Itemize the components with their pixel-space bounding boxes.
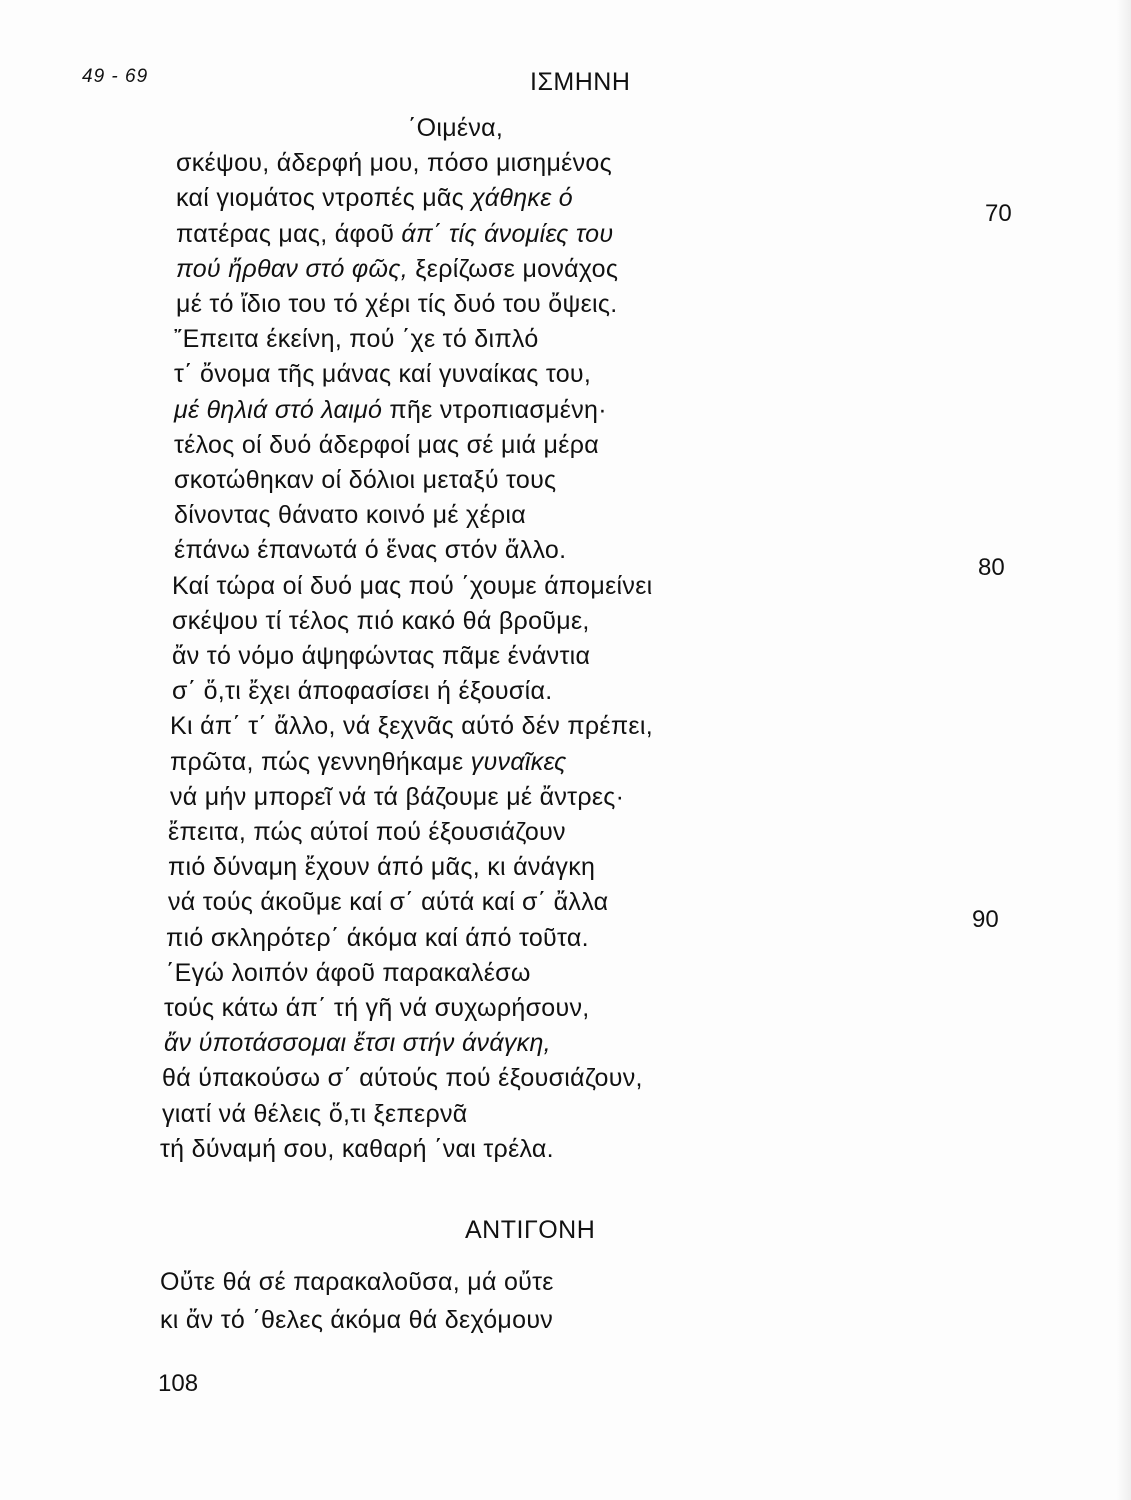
text: μέ τό ἴδιο του τό χέρι τίς δυό του ὄψεις. (176, 290, 618, 318)
verse-line (176, 288, 617, 320)
text: ΄Εγώ λοιπόν άφοῦ παρακαλέσω (166, 959, 531, 987)
verse-line (164, 992, 590, 1024)
page-number: 108 (158, 1370, 199, 1397)
text: πῆε ντροπιασμένη· (382, 396, 607, 424)
verse-line (172, 675, 553, 707)
text: σκέψου, άδερφή μου, πόσο μισημένος (176, 149, 612, 177)
verse-line (176, 218, 613, 250)
text: ἄν τό νόμο άψηφώντας πᾶμε ένάντια (172, 642, 591, 670)
verse-line (168, 816, 566, 848)
verse-line (176, 253, 618, 285)
text: Κι άπ΄ τ΄ ἄλλο, νά ξεχνᾶς αύτό δέν πρέπει, (170, 712, 653, 740)
text: τέλος οί δυό άδερφοί μας σέ μιά μέρα (174, 431, 599, 459)
verse-line (174, 464, 556, 496)
verse-line (176, 147, 612, 179)
text: νά μήν μπορεῖ νά τά βάζουμε μέ ἄντρες· (170, 783, 625, 811)
verse-line (164, 1027, 551, 1059)
text: τούς κάτω άπ΄ τή γῆ νά συχωρήσουν, (164, 994, 590, 1022)
text: ΄Οιμένα, (408, 114, 504, 142)
verse-line (174, 358, 591, 390)
text: γιατί νά θέλεις ὅ,τι ξεπερνᾶ (162, 1100, 468, 1128)
line-number: 70 (985, 200, 1012, 227)
text: ῎Επειτα έκείνη, πού ΄χε τό διπλό (174, 325, 539, 353)
verse-line (170, 746, 567, 778)
italic-text: γυναῖκες (470, 748, 567, 776)
verse-line (170, 781, 624, 813)
verse-line (170, 710, 653, 742)
text: δίνοντας θάνατο κοινό μέ χέρια (174, 501, 527, 529)
verse-line (174, 323, 539, 355)
verse-line (174, 499, 526, 531)
italic-text: χάθηκε ό (471, 184, 573, 212)
line-number: 80 (978, 554, 1005, 581)
verse-line (166, 922, 589, 954)
text: Οὔτε θά σέ παρακαλοῦσα, μά οὔτε (160, 1268, 554, 1296)
verse-line (408, 112, 503, 144)
verse-line (174, 394, 607, 426)
italic-text: πού ἤρθαν στό φῶς, (176, 255, 409, 283)
verse-line (176, 182, 573, 214)
italic-text: άπ΄ τίς άνομίες του (401, 220, 614, 248)
verse-line (160, 1133, 554, 1165)
text: τή δύναμή σου, καθαρή ΄ναι τρέλα. (160, 1135, 554, 1163)
verse-line (172, 570, 653, 602)
line-number: 90 (972, 906, 999, 933)
text: έπάνω έπανωτά ό ἕνας στόν ἄλλο. (174, 536, 567, 564)
text: θά ύπακούσω σ΄ αύτούς πού έξουσιάζουν, (162, 1064, 643, 1092)
text: πιό σκληρότερ΄ άκόμα καί άπό τοῦτα. (166, 924, 589, 952)
text: Καί τώρα οί δυό μας πού ΄χουμε άπομείνει (172, 572, 653, 600)
verse-line (166, 957, 531, 989)
verse-line (168, 851, 595, 883)
text: σκοτώθηκαν οί δόλιοι μεταξύ τους (174, 466, 557, 494)
text: πατέρας μας, άφοῦ (176, 220, 402, 248)
line-range-header: 49 - 69 (82, 66, 149, 87)
speaker-name-ismene: ΙΣΜΗΝΗ (530, 68, 631, 96)
italic-text: ἄν ύποτάσσομαι ἔτσι στήν άνάγκη, (164, 1029, 551, 1057)
text: σ΄ ὅ,τι ἔχει άποφασίσει ή έξουσία. (172, 677, 553, 705)
text: σκέψου τί τέλος πιό κακό θά βροῦμε, (172, 607, 590, 635)
verse-line (160, 1304, 553, 1336)
text: καί γιομάτος ντροπές μᾶς (176, 184, 472, 212)
text: τ΄ ὄνομα τῆς μάνας καί γυναίκας του, (174, 360, 592, 388)
italic-text: μέ θηλιά στό λαιμό (174, 396, 383, 424)
verse-line (162, 1098, 468, 1130)
speaker-name-antigone: ΑΝΤΙΓΟΝΗ (465, 1216, 596, 1244)
text: ἔπειτα, πώς αύτοί πού έξουσιάζουν (168, 818, 566, 846)
verse-line (174, 534, 566, 566)
text: νά τούς άκοῦμε καί σ΄ αύτά καί σ΄ ἄλλα (168, 888, 609, 916)
verse-line (172, 640, 590, 672)
page-edge-shadow (1117, 0, 1131, 1500)
verse-line (162, 1062, 643, 1094)
text: πρῶτα, πώς γεννηθήκαμε (170, 748, 471, 776)
text: πιό δύναμη ἔχουν άπό μᾶς, κι άνάγκη (168, 853, 596, 881)
text: ξερίζωσε μονάχος (408, 255, 619, 283)
verse-line (174, 429, 599, 461)
verse-line (168, 886, 608, 918)
text: κι ἄν τό ΄θελες άκόμα θά δεχόμουν (160, 1306, 554, 1334)
verse-line (172, 605, 590, 637)
verse-line (160, 1266, 554, 1298)
